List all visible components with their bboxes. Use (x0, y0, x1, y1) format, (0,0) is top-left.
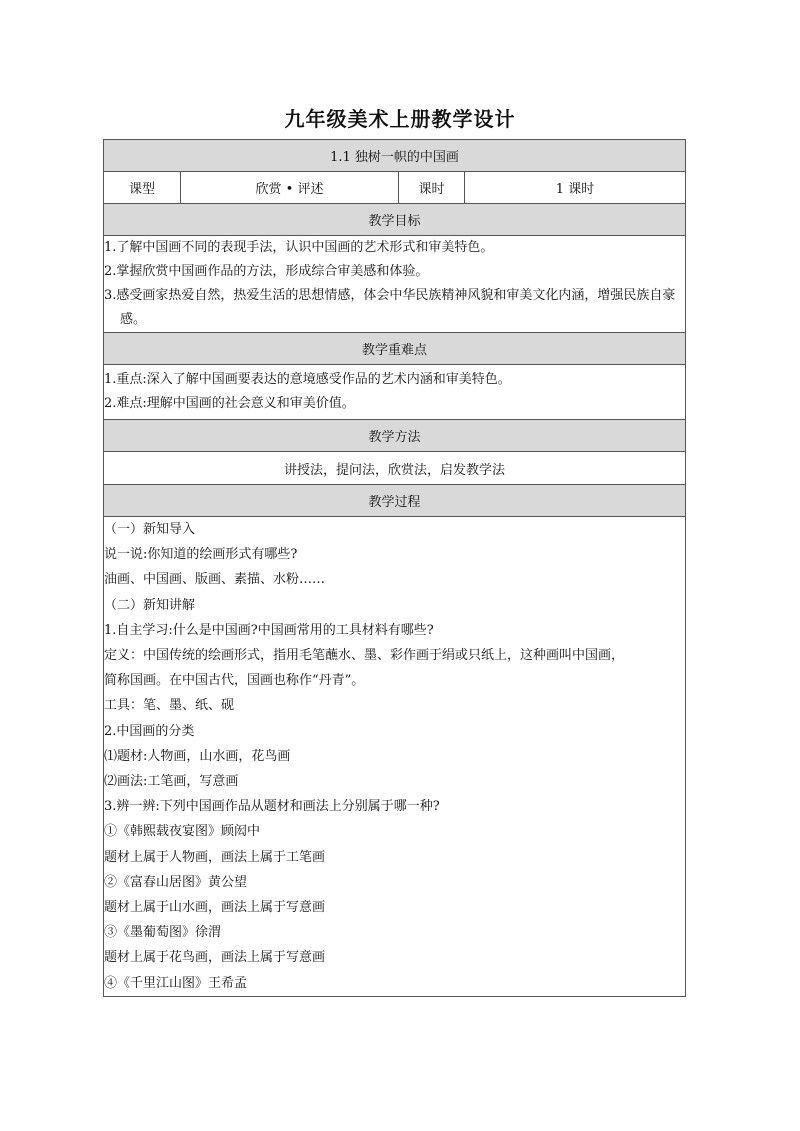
process-line: ④《千里江山图》王希孟 (104, 975, 248, 991)
objectives-list (104, 236, 686, 333)
process-line: 2.中国画的分类 (104, 723, 195, 739)
process-line: ⑴题材:人物画，山水画，花鸟画 (104, 748, 291, 764)
process-line: 3.辨一辨:下列中国画作品从题材和画法上分别属于哪一种? (104, 799, 440, 815)
process-line: 定义：中国传统的绘画形式，指用毛笔蘸水、墨、彩作画于绢或只纸上，这种画叫中国画， (104, 648, 625, 664)
list-item: 3.感受画家热爱自然，热爱生活的思想情感，体会中华民族精神风貌和审美文化内涵，增强民族自豪感。 (104, 288, 676, 327)
methods-text: 讲授法，提问法，欣赏法，启发教学法 (104, 452, 686, 485)
process-line: （二）新知讲解 (104, 597, 196, 613)
process-line: ②《富春山居图》黄公望 (104, 874, 248, 890)
methods-header: 教学方法 (104, 420, 686, 452)
process-line: ⑵画法:工笔画，写意画 (104, 774, 239, 790)
document-title: 九年级美术上册教学设计 (284, 107, 516, 131)
objectives-header: 教学目标 (104, 204, 686, 236)
process-line: 简称国画。在中国古代，国画也称作“丹青”。 (104, 673, 365, 689)
process-header: 教学过程 (104, 485, 686, 517)
process-line: 1.自主学习:什么是中国画?中国画常用的工具材料有哪些? (104, 622, 434, 638)
process-line: 题材上属于人物画，画法上属于工笔画 (104, 849, 326, 865)
process-line: 工具：笔、墨、纸、砚 (104, 698, 235, 714)
list-item: 2.掌握欣赏中国画作品的方法，形成综合审美感和体验。 (104, 264, 429, 279)
list-item: 2.难点:理解中国画的社会意义和审美价值。 (104, 396, 355, 411)
type-label: 课型 (104, 172, 181, 204)
process-line: 说一说:你知道的绘画形式有哪些? (104, 547, 298, 563)
lesson-title: 1.1 独树一帜的中国画 (104, 140, 686, 172)
key-points-header: 教学重难点 (104, 333, 686, 365)
lesson-info-row (104, 172, 686, 204)
list-item: 1.重点:深入了解中国画要表达的意境感受作品的艺术内涵和审美特色。 (104, 372, 511, 387)
process-content (104, 517, 686, 997)
list-item: 1.了解中国画不同的表现手法，认识中国画的艺术形式和审美特色。 (104, 240, 494, 255)
process-line: 题材上属于花鸟画，画法上属于写意画 (104, 950, 326, 966)
process-line: （一）新知导入 (104, 522, 196, 537)
process-line: ③《墨葡萄图》徐渭 (104, 925, 222, 941)
lesson-plan-table (103, 139, 686, 997)
hours-value: 1 课时 (465, 172, 686, 204)
process-line: 题材上属于山水画，画法上属于写意画 (104, 900, 326, 916)
process-line: 油画、中国画、版画、素描、水粉…… (104, 572, 326, 588)
process-line: ①《韩熙载夜宴图》顾闳中 (104, 824, 261, 840)
key-points-list (104, 365, 686, 420)
type-value: 欣赏 • 评述 (181, 172, 399, 204)
hours-label: 课时 (399, 172, 465, 204)
